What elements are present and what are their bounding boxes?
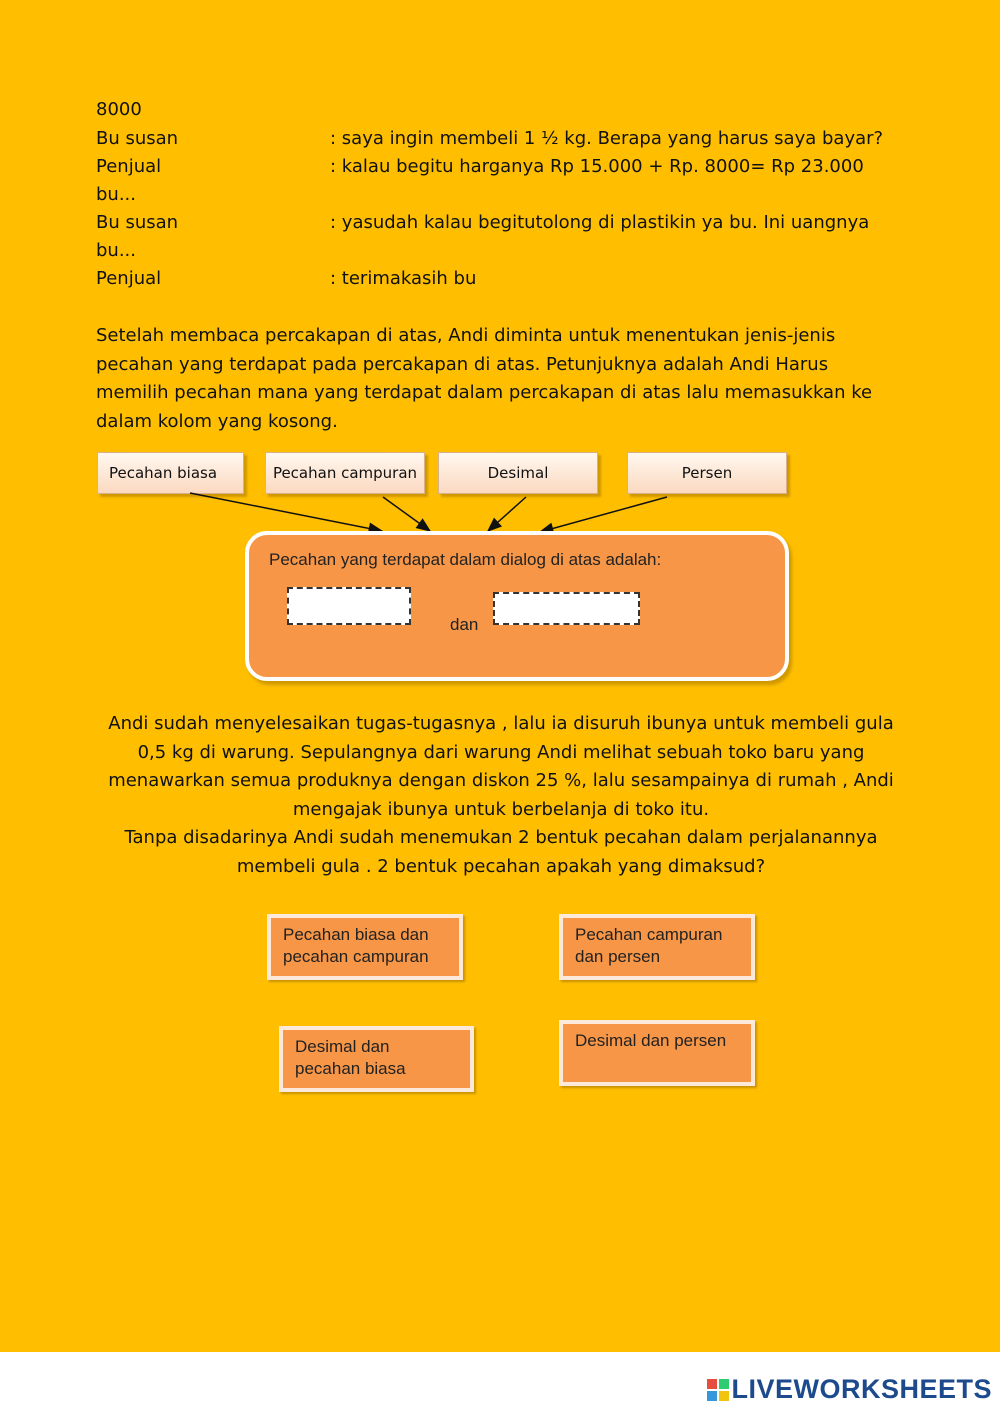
dialog-row: [96, 153, 896, 182]
answer-prompt: Pecahan yang terdapat dalam dialog di atas adalah:: [269, 550, 662, 569]
dialog-text: : kalau begitu harganya Rp 15.000 + Rp. 8000= Rp 23.000: [330, 156, 864, 177]
dialog-text: : yasudah kalau begitutolong di plastikin ya bu. Ini uangnya: [330, 212, 870, 233]
footer: [0, 1352, 1000, 1414]
choice-option-4[interactable]: Desimal dan persen: [559, 1020, 755, 1086]
dialog-speaker: Bu susan: [96, 127, 179, 149]
dialog-wrap-text: bu...: [96, 239, 136, 261]
dialog-wrap-text: bu...: [96, 183, 136, 205]
label-desimal[interactable]: Desimal: [438, 452, 598, 494]
choice-option-3[interactable]: Desimal dan pecahan biasa: [279, 1026, 474, 1092]
answer-panel: [245, 531, 789, 681]
choice-option-2[interactable]: Pecahan campuran dan persen: [559, 914, 755, 980]
answer-drop-box-1[interactable]: [287, 587, 411, 625]
dialog-text: : terimakasih bu: [330, 268, 477, 289]
label-pecahan-biasa[interactable]: Pecahan biasa: [97, 452, 244, 494]
arrow-line: [488, 497, 526, 531]
dialog-speaker: Penjual: [96, 268, 162, 289]
dialog-speaker: Penjual: [96, 156, 162, 177]
arrow-line: [540, 497, 667, 532]
dialog-first-line: 8000: [96, 99, 142, 120]
dialog-row: [96, 209, 896, 238]
dialog-row: [96, 265, 896, 294]
dialog-speaker: Bu susan: [96, 212, 179, 233]
story-question: Tanpa disadarinya Andi sudah menemukan 2 bentuk pecahan dalam perjalanannya membeli gula . 2 bentuk pecahan apakah yang dimaksud?: [124, 827, 878, 877]
logo-blocks-icon: [707, 1379, 729, 1401]
answer-drop-box-2[interactable]: [493, 592, 640, 625]
dialog-row: [96, 125, 896, 154]
choice-option-1[interactable]: Pecahan biasa dan pecahan campuran: [267, 914, 463, 980]
liveworksheets-logo[interactable]: [707, 1374, 992, 1405]
answer-connector: dan: [450, 615, 479, 634]
instructions-paragraph: Setelah membaca percakapan di atas, Andi diminta untuk menentukan jenis-jenis pecahan yang terdapat pada percakapan di atas. Petunjuknya adalah Andi Harus memilih pecahan mana yang terdapat dalam percakapan di atas lalu memasukkan ke dalam kolom yang kosong.: [96, 325, 873, 432]
dialog-block: [96, 96, 896, 294]
label-persen[interactable]: Persen: [627, 452, 787, 494]
arrow-line: [383, 497, 430, 531]
dialog-text: : saya ingin membeli 1 ½ kg. Berapa yang harus saya bayar?: [330, 127, 884, 149]
story-text: Andi sudah menyelesaikan tugas-tugasnya , lalu ia disuruh ibunya untuk membeli gula 0,5 kg di warung. Sepulangnya dari warung Andi melihat sebuah toko baru yang menawarkan semua produknya dengan diskon 25 %, lalu sesampainya di rumah , Andi mengajak ibunya untuk berbelanja di toko itu.: [108, 713, 894, 820]
logo-text: LIVEWORKSHEETS: [731, 1374, 992, 1404]
arrow-line: [190, 493, 382, 531]
label-pecahan-campuran[interactable]: Pecahan campuran: [265, 452, 425, 494]
story-paragraph: [96, 710, 906, 882]
